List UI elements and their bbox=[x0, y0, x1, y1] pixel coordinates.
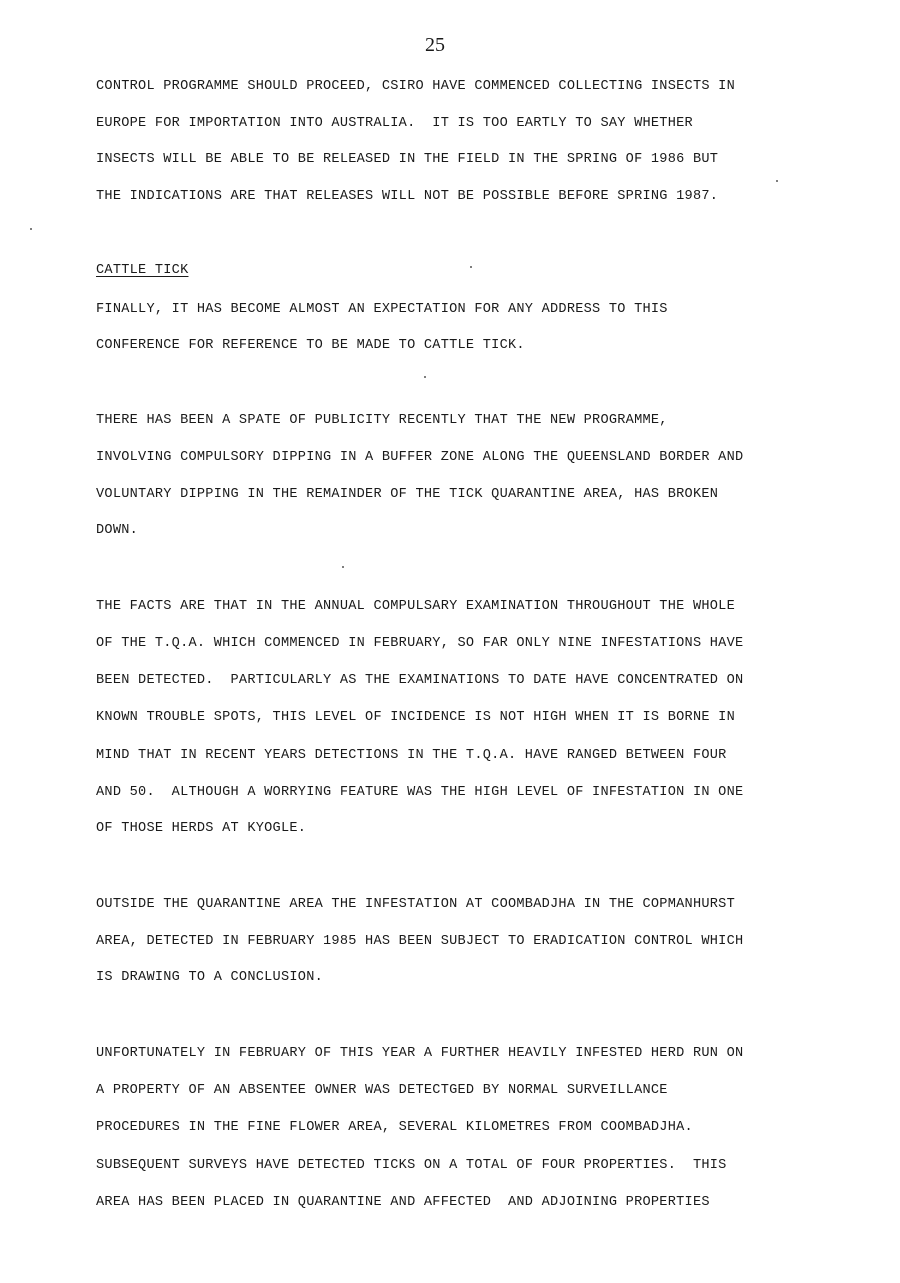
text-line: THERE HAS BEEN A SPATE OF PUBLICITY RECENTLY THAT THE NEW PROGRAMME, bbox=[96, 413, 668, 428]
text-line: SUBSEQUENT SURVEYS HAVE DETECTED TICKS ON A TOTAL OF FOUR PROPERTIES. THIS bbox=[96, 1158, 727, 1173]
text-line: IS DRAWING TO A CONCLUSION. bbox=[96, 970, 324, 985]
text-line: CONTROL PROGRAMME SHOULD PROCEED, CSIRO HAVE COMMENCED COLLECTING INSECTS IN bbox=[96, 79, 735, 94]
scan-speck bbox=[470, 266, 472, 268]
text-line: FINALLY, IT HAS BECOME ALMOST AN EXPECTATION FOR ANY ADDRESS TO THIS bbox=[96, 302, 668, 317]
text-line: PROCEDURES IN THE FINE FLOWER AREA, SEVERAL KILOMETRES FROM COOMBADJHA. bbox=[96, 1120, 693, 1135]
text-line: A PROPERTY OF AN ABSENTEE OWNER WAS DETECTGED BY NORMAL SURVEILLANCE bbox=[96, 1083, 668, 1098]
scan-speck bbox=[342, 566, 344, 568]
text-line: OUTSIDE THE QUARANTINE AREA THE INFESTATION AT COOMBADJHA IN THE COPMANHURST bbox=[96, 897, 735, 912]
text-line: BEEN DETECTED. PARTICULARLY AS THE EXAMINATIONS TO DATE HAVE CONCENTRATED ON bbox=[96, 673, 744, 688]
text-line: DOWN. bbox=[96, 523, 139, 538]
text-line: EUROPE FOR IMPORTATION INTO AUSTRALIA. IT IS TOO EARTLY TO SAY WHETHER bbox=[96, 116, 693, 131]
scan-speck bbox=[30, 228, 32, 230]
text-line: AND 50. ALTHOUGH A WORRYING FEATURE WAS THE HIGH LEVEL OF INFESTATION IN ONE bbox=[96, 785, 744, 800]
text-line: UNFORTUNATELY IN FEBRUARY OF THIS YEAR A FURTHER HEAVILY INFESTED HERD RUN ON bbox=[96, 1046, 744, 1061]
text-line: INSECTS WILL BE ABLE TO BE RELEASED IN THE FIELD IN THE SPRING OF 1986 BUT bbox=[96, 152, 719, 167]
text-line: THE FACTS ARE THAT IN THE ANNUAL COMPULSARY EXAMINATION THROUGHOUT THE WHOLE bbox=[96, 599, 735, 614]
text-line: VOLUNTARY DIPPING IN THE REMAINDER OF THE TICK QUARANTINE AREA, HAS BROKEN bbox=[96, 487, 719, 502]
text-line: AREA HAS BEEN PLACED IN QUARANTINE AND AFFECTED AND ADJOINING PROPERTIES bbox=[96, 1195, 710, 1210]
text-line: OF THE T.Q.A. WHICH COMMENCED IN FEBRUARY, SO FAR ONLY NINE INFESTATIONS HAVE bbox=[96, 636, 744, 651]
text-line: KNOWN TROUBLE SPOTS, THIS LEVEL OF INCIDENCE IS NOT HIGH WHEN IT IS BORNE IN bbox=[96, 710, 735, 725]
page-number: 25 bbox=[425, 34, 445, 56]
text-line: CONFERENCE FOR REFERENCE TO BE MADE TO CATTLE TICK. bbox=[96, 338, 525, 353]
text-line: INVOLVING COMPULSORY DIPPING IN A BUFFER ZONE ALONG THE QUEENSLAND BORDER AND bbox=[96, 450, 744, 465]
scan-speck bbox=[776, 180, 778, 182]
text-line: AREA, DETECTED IN FEBRUARY 1985 HAS BEEN SUBJECT TO ERADICATION CONTROL WHICH bbox=[96, 934, 744, 949]
text-line: OF THOSE HERDS AT KYOGLE. bbox=[96, 821, 307, 836]
scan-speck bbox=[424, 376, 426, 378]
text-line: THE INDICATIONS ARE THAT RELEASES WILL NOT BE POSSIBLE BEFORE SPRING 1987. bbox=[96, 189, 719, 204]
text-line: MIND THAT IN RECENT YEARS DETECTIONS IN THE T.Q.A. HAVE RANGED BETWEEN FOUR bbox=[96, 748, 727, 763]
section-heading: CATTLE TICK bbox=[96, 263, 189, 278]
